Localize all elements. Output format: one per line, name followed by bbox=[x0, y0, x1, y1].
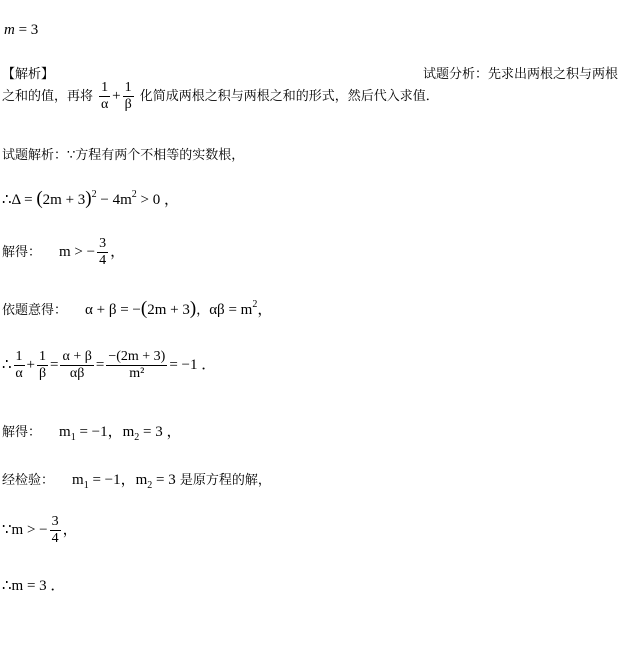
frac-three-fourths-2: $\frac{3}{4}$ bbox=[51, 514, 59, 546]
answer-line bbox=[4, 22, 38, 39]
solve-m-line: 解得： m > − $\frac{3}{4}$ ， bbox=[2, 236, 126, 268]
final-answer-line: ∴m = 3 ． bbox=[2, 578, 66, 594]
plus-sign: + bbox=[112, 88, 121, 104]
sum-reciprocal-line: ∴ $\frac{1}{\alpha}$ + $\frac{1}{\beta}$ = $\frac{\alpha + \beta}{\alpha\beta}$ = $\frac{-(2m + 3)}{\text{m²}}$ = −1 ． bbox=[2, 349, 217, 381]
condition-line: ∵m > − $\frac{3}{4}$ ， bbox=[2, 514, 78, 546]
vieta-line: 依题意得： α + β = −(2m + 3)，$\alpha\beta = m^2$， bbox=[2, 298, 273, 319]
frac-one-over-alpha: $\frac{1}{\alpha}$ bbox=[100, 80, 109, 112]
solution-intro: 试题解析：∵方程有两个不相等的实数根， bbox=[2, 148, 245, 163]
frac-one-over-beta: $\frac{1}{\beta}$ bbox=[124, 80, 132, 112]
frac-sum-over-product: $\frac{\alpha + \beta}{\alpha\beta}$ bbox=[62, 349, 92, 381]
answer-eq: = 3 bbox=[14, 22, 39, 38]
answer-var: m bbox=[4, 22, 15, 38]
discriminant-line: ∴Δ = $(2m + 3)^2 - 4m^2 > 0$ ， bbox=[2, 188, 179, 209]
because-symbol: ∵ bbox=[2, 521, 12, 538]
line2-suffix: 化简成两根之积与两根之和的形式，然后代入求值． bbox=[139, 89, 439, 104]
analysis-intro-right: 试题分析：先求出两根之积与两根 bbox=[423, 67, 619, 82]
frac-three-fourths: $\frac{3}{4}$ bbox=[99, 236, 107, 268]
therefore-symbol: ∴ bbox=[2, 192, 12, 208]
vieta-label: 依题意得： bbox=[2, 303, 68, 318]
frac-1-beta: $\frac{1}{\beta}$ bbox=[38, 349, 47, 381]
roots-line: 解得： $m_1 = -1$，$m_2 = 3$ ， bbox=[2, 424, 182, 443]
analysis-header: 【解析】 bbox=[2, 67, 55, 82]
line2-prefix: 之和的值，再将 bbox=[2, 89, 94, 104]
verification-line: 经检验： $m_1 = -1$，$m_2 = 3$ 是原方程的解， bbox=[2, 472, 271, 491]
solve-label: 解得： bbox=[2, 245, 42, 260]
frac-substituted: $\frac{-(2m + 3)}{\text{m²}}$ bbox=[108, 349, 166, 381]
analysis-line-2 bbox=[2, 80, 439, 113]
frac-1-alpha: $\frac{1}{\alpha}$ bbox=[15, 349, 23, 381]
